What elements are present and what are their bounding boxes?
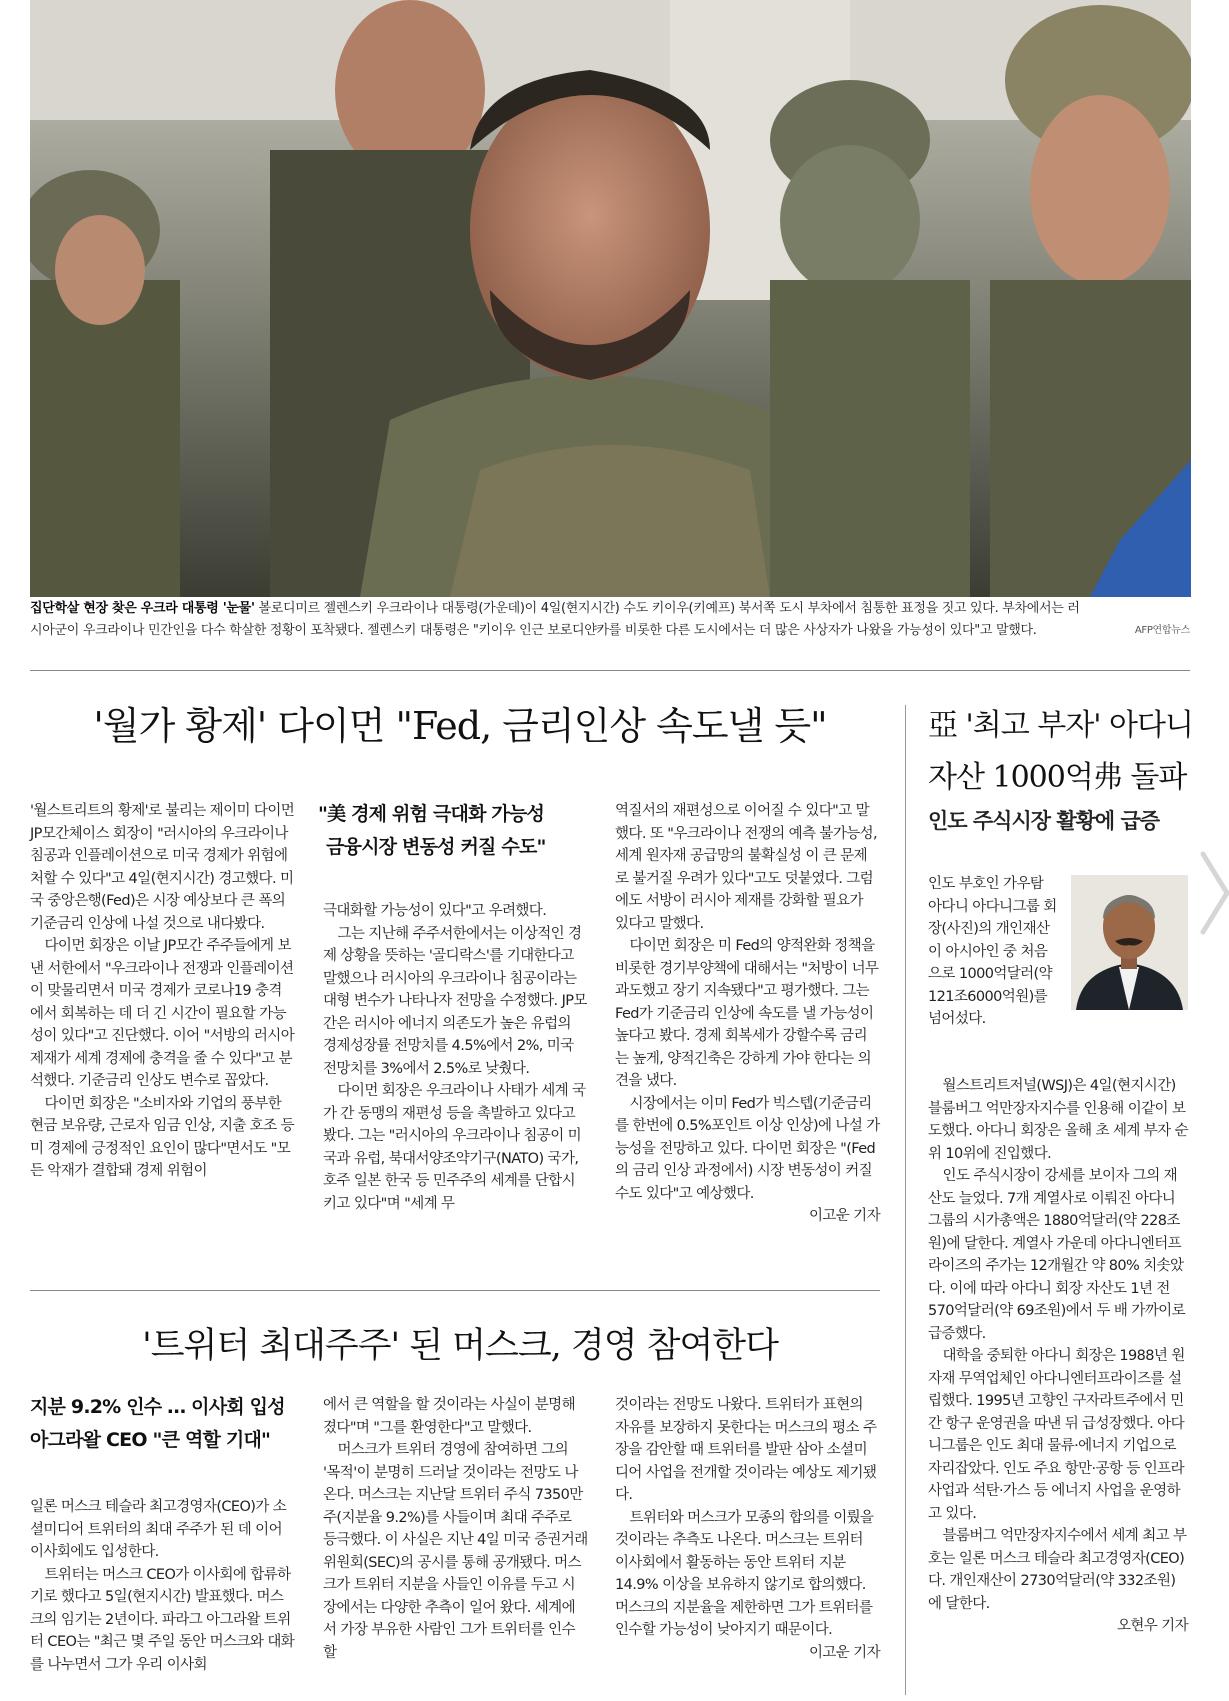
caption-text-line2: 시아군이 우크라이나 민간인을 다수 학살한 정황이 포착됐다. 젤렌스키 대통령은 "키이우 인근 보로디얀카를 비롯한 다른 도시에서는 더 많은 사상자가 나왔을 가능성이 있다"고 말했다.	[30, 623, 1037, 638]
article3-headline	[928, 700, 1208, 804]
article1-col3-para: 시장에서는 이미 Fed가 빅스텝(기준금리를 한번에 0.5%포인트 이상 인상)에 나설 가능성을 전망하고 있다. 다이먼 회장은 "(Fed의 금리 인상 과정에서) 시장 변동성이 커질 수도 있다"고 예상했다.	[615, 1095, 880, 1202]
article3-subhead: 인도 주식시장 활황에 급증	[928, 809, 1160, 833]
article3-body-para: 대학을 중퇴한 아다니 회장은 1988년 원자재 무역업체인 아다니엔터프라이즈를 설립했다. 1995년 고향인 구자라트주에서 민간 항구 운영권을 따낸 뒤 급성장했다. 아다니그룹은 인도 최대 물류·에너지 기업으로 자리잡았다. 인도 주요 항만·공항 등 인프라 사업과 석탄·가스 등 에너지 사업을 운영하고 있다.	[928, 1348, 1185, 1522]
caption-title: 집단학살 현장 찾은 우크라 대통령 '눈물'	[30, 601, 255, 616]
top-divider	[30, 670, 1190, 671]
article3-body-para: 블룸버그 억만장자지수에서 세계 최고 부호는 일론 머스크 테슬라 최고경영자(CEO)다. 개인재산이 2730억달러(약 332조원)에 달한다.	[928, 1528, 1187, 1612]
article1-column-1	[30, 800, 295, 1183]
article1-col3-para: 역질서의 재편성으로 이어질 수 있다"고 말했다. 또 "우크라이나 전쟁의 예측 불가능성, 세계 원자재 공급망의 불확실성 이 큰 문제로 불거질 우려가 있다"고도 덧붙였다. 그럼에도 서방이 러시아 제재를 강화할 필요가 있다고 말했다.	[615, 803, 878, 932]
article1-subhead-line2: 금융시장 변동성 커질 수도"	[326, 836, 546, 858]
article3-body	[928, 1075, 1188, 1638]
article2-column-2	[323, 1394, 588, 1664]
article1-col2-para: 극대화할 가능성이 있다"고 우려했다.	[323, 903, 547, 919]
article2-col3-para: 것이라는 전망도 나왔다. 트위터가 표현의 자유를 보장하지 못한다는 머스크의 평소 주장을 감안할 때 트위터를 발판 삼아 소셜미디어 사업을 전개할 것이라는 예상도 제기됐다.	[615, 1397, 877, 1503]
article2-headline: '트위터 최대주주' 된 머스크, 경영 참여한다	[142, 1326, 778, 1366]
article2-col1-para: 트위터는 머스크 CEO가 이사회에 합류하기로 했다고 5일(현지시간) 발표했다. 머스크의 임기는 2년이다. 파라그 아그라왈 트위터 CEO는 "최근 몇 주일 동안 머스크와 대화를 나누면서 그가 우리 이사회	[30, 1566, 295, 1673]
article2-subhead	[30, 1391, 300, 1457]
article1-subhead-line1: "美 경제 위험 극대화 가능성	[318, 803, 545, 825]
article1-column-2	[323, 900, 588, 1215]
article2-column-3	[615, 1394, 880, 1664]
photo-credit: AFP연합뉴스	[1134, 625, 1190, 636]
article1-col3-para: 다이먼 회장은 미 Fed의 양적완화 정책을 비롯한 경기부양책에 대해서는 "처방이 너무 과도했고 장기 지속됐다"고 평가했다. 그는 Fed가 기준금리 인상에 속도를 낼 가능성이 높다고 봤다. 경제 회복세가 강할수록 금리는 높게, 양적긴축은 강하게 가야 한다는 의견을 냈다.	[615, 938, 879, 1089]
article1-byline: 이고운 기자	[808, 1208, 880, 1224]
mid-divider	[30, 1290, 880, 1291]
article1-col1-para: 다이먼 회장은 이날 JP모간 주주들에게 보낸 서한에서 "우크라이나 전쟁과 인플레이션이 맞물리면서 미국 경제가 코로나19 충격에서 회복하는 데 더 긴 시간이 필요할 가능성이 있다"고 진단했다. 이어 "서방의 러시아 제재가 세계 경제에 충격을 줄 수 있다"고 분석했다. 기준금리 인상도 변수로 꼽았다.	[30, 938, 295, 1089]
article1-subhead	[318, 798, 588, 864]
adani-portrait	[1071, 875, 1188, 1010]
article1-col2-para: 다이먼 회장은 우크라이나 사태가 세계 국가 간 동맹의 재편성 등을 촉발하고 있다고 봤다. 그는 "러시아의 우크라이나 침공이 미국과 유럽, 북대서양조약기구(NATO) 국가, 호주 일본 한국 등 민주주의 세계를 단합시키고 있다"며 "세계 무	[323, 1083, 586, 1212]
article3-headline-line2: 자산 1000억弗 돌파	[928, 760, 1187, 795]
article1-col2-para: 그는 지난해 주주서한에서는 이상적인 경제 상황을 뜻하는 '골디락스'를 기대한다고 말했으나 러시아의 우크라이나 침공이라는 대형 변수가 나타나자 전망을 수정했다. JP모간은 러시아 에너지 의존도가 높은 유럽의 경제성장률 전망치를 4.5%에서 2%, 미국 전망치를 3%에서 2.5%로 낮췄다.	[323, 925, 587, 1077]
article2-subhead-line2: 아그라왈 CEO "큰 역할 기대"	[30, 1429, 271, 1451]
portrait-image	[1071, 875, 1188, 1010]
article3-intro	[928, 873, 1060, 1031]
article1-col1-para: 다이먼 회장은 "소비자와 기업의 풍부한 현금 보유량, 근로자 임금 인상, 지출 호조 등 미 경제에 긍정적인 요인이 많다"면서도 "모든 악재가 결합돼 경제 위험이	[30, 1095, 294, 1179]
photo-caption	[30, 598, 1190, 642]
column-divider	[905, 705, 906, 1695]
article1-column-3	[615, 800, 880, 1228]
caption-text-line1: 볼로디미르 젤렌스키 우크라이나 대통령(가운데)이 4일(현지시간) 수도 키이우(키예프) 북서쪽 도시 부차에서 침통한 표정을 짓고 있다. 부차에서는 러	[258, 601, 1080, 616]
article2-column-1	[30, 1496, 295, 1676]
news-photo	[30, 0, 1191, 597]
article2-col2-para: 에서 큰 역할을 할 것이라는 사실이 분명해졌다"며 "그를 환영한다"고 말했다.	[323, 1397, 575, 1436]
article3-intro-para: 인도 부호인 가우탐 아다니 아다니그룹 회장(사진)의 개인재산이 아시아인 중 처음으로 1000억달러(약 121조6000억원)를 넘어섰다.	[928, 876, 1057, 1027]
article2-byline: 이고운 기자	[808, 1644, 880, 1661]
article3-body-para: 인도 주식시장이 강세를 보이자 그의 재산도 늘었다. 7개 계열사로 이뤄진 아다니그룹의 시가총액은 1880억달러(약 228조원)에 달한다. 계열사 가운데 아다니엔터프라이즈의 주가는 12개월간 약 80% 치솟았다. 이에 따라 아다니 회장 자산도 1년 전 570억달러(약 69조원)에서 두 배 가까이로 급증했다.	[928, 1168, 1185, 1342]
next-page-arrow-icon[interactable]	[1199, 848, 1229, 938]
article1-col1-para: '월스트리트의 황제'로 불리는 제이미 다이먼 JP모간체이스 회장이 "러시아의 우크라이나 침공과 인플레이션으로 미국 경제가 위험에 처할 수 있다"고 4일(현지시간) 경고했다. 미국 중앙은행(Fed)은 시장 예상보다 큰 폭의 기준금리 인상에 나설 것으로 내다봤다.	[30, 803, 295, 932]
article2-col1-para: 일론 머스크 테슬라 최고경영자(CEO)가 소셜미디어 트위터의 최대 주주가 된 데 이어 이사회에도 입성한다.	[30, 1499, 287, 1560]
article3-byline: 오현우 기자	[1116, 1618, 1188, 1634]
article3-headline-line1: 亞 '최고 부자' 아다니	[928, 708, 1193, 743]
zelensky-photo-image	[30, 0, 1191, 597]
article2-col3-para: 트위터와 머스크가 모종의 합의를 이뤘을 것이라는 추측도 나온다. 머스크는 트위터 이사회에서 활동하는 동안 트위터 지분 14.9% 이상을 보유하지 않기로 합의했다. 머스크의 지분율을 제한하면 그가 트위터를 인수할 가능성이 낮아지기 때문이다.	[615, 1509, 874, 1638]
article1-headline: '월가 황제' 다이먼 "Fed, 금리인상 속도낼 듯"	[93, 704, 827, 748]
article2-col2-para: 머스크가 트위터 경영에 참여하면 그의 '목적'이 분명히 드러날 것이라는 전망도 나온다. 머스크는 지난달 트위터 주식 7350만 주(지분율 9.2%)를 사들이며 최대 주주로 등극했다. 이 사실은 지난 4일 미국 증권거래위원회(SEC)의 공시를 통해 공개됐다. 머스크가 트위터 지분을 사들인 이유를 두고 시장에서는 다양한 추측이 일어 왔다. 세계에서 가장 부유한 사람인 그가 트위터를 인수할	[323, 1442, 588, 1661]
article3-body-para: 월스트리트저널(WSJ)은 4일(현지시간) 블룸버그 억만장자지수를 인용해 이같이 보도했다. 아다니 회장은 올해 초 세계 부자 순위 10위에 진입했다.	[928, 1078, 1188, 1162]
article2-subhead-line1: 지분 9.2% 인수 … 이사회 입성	[30, 1396, 285, 1418]
